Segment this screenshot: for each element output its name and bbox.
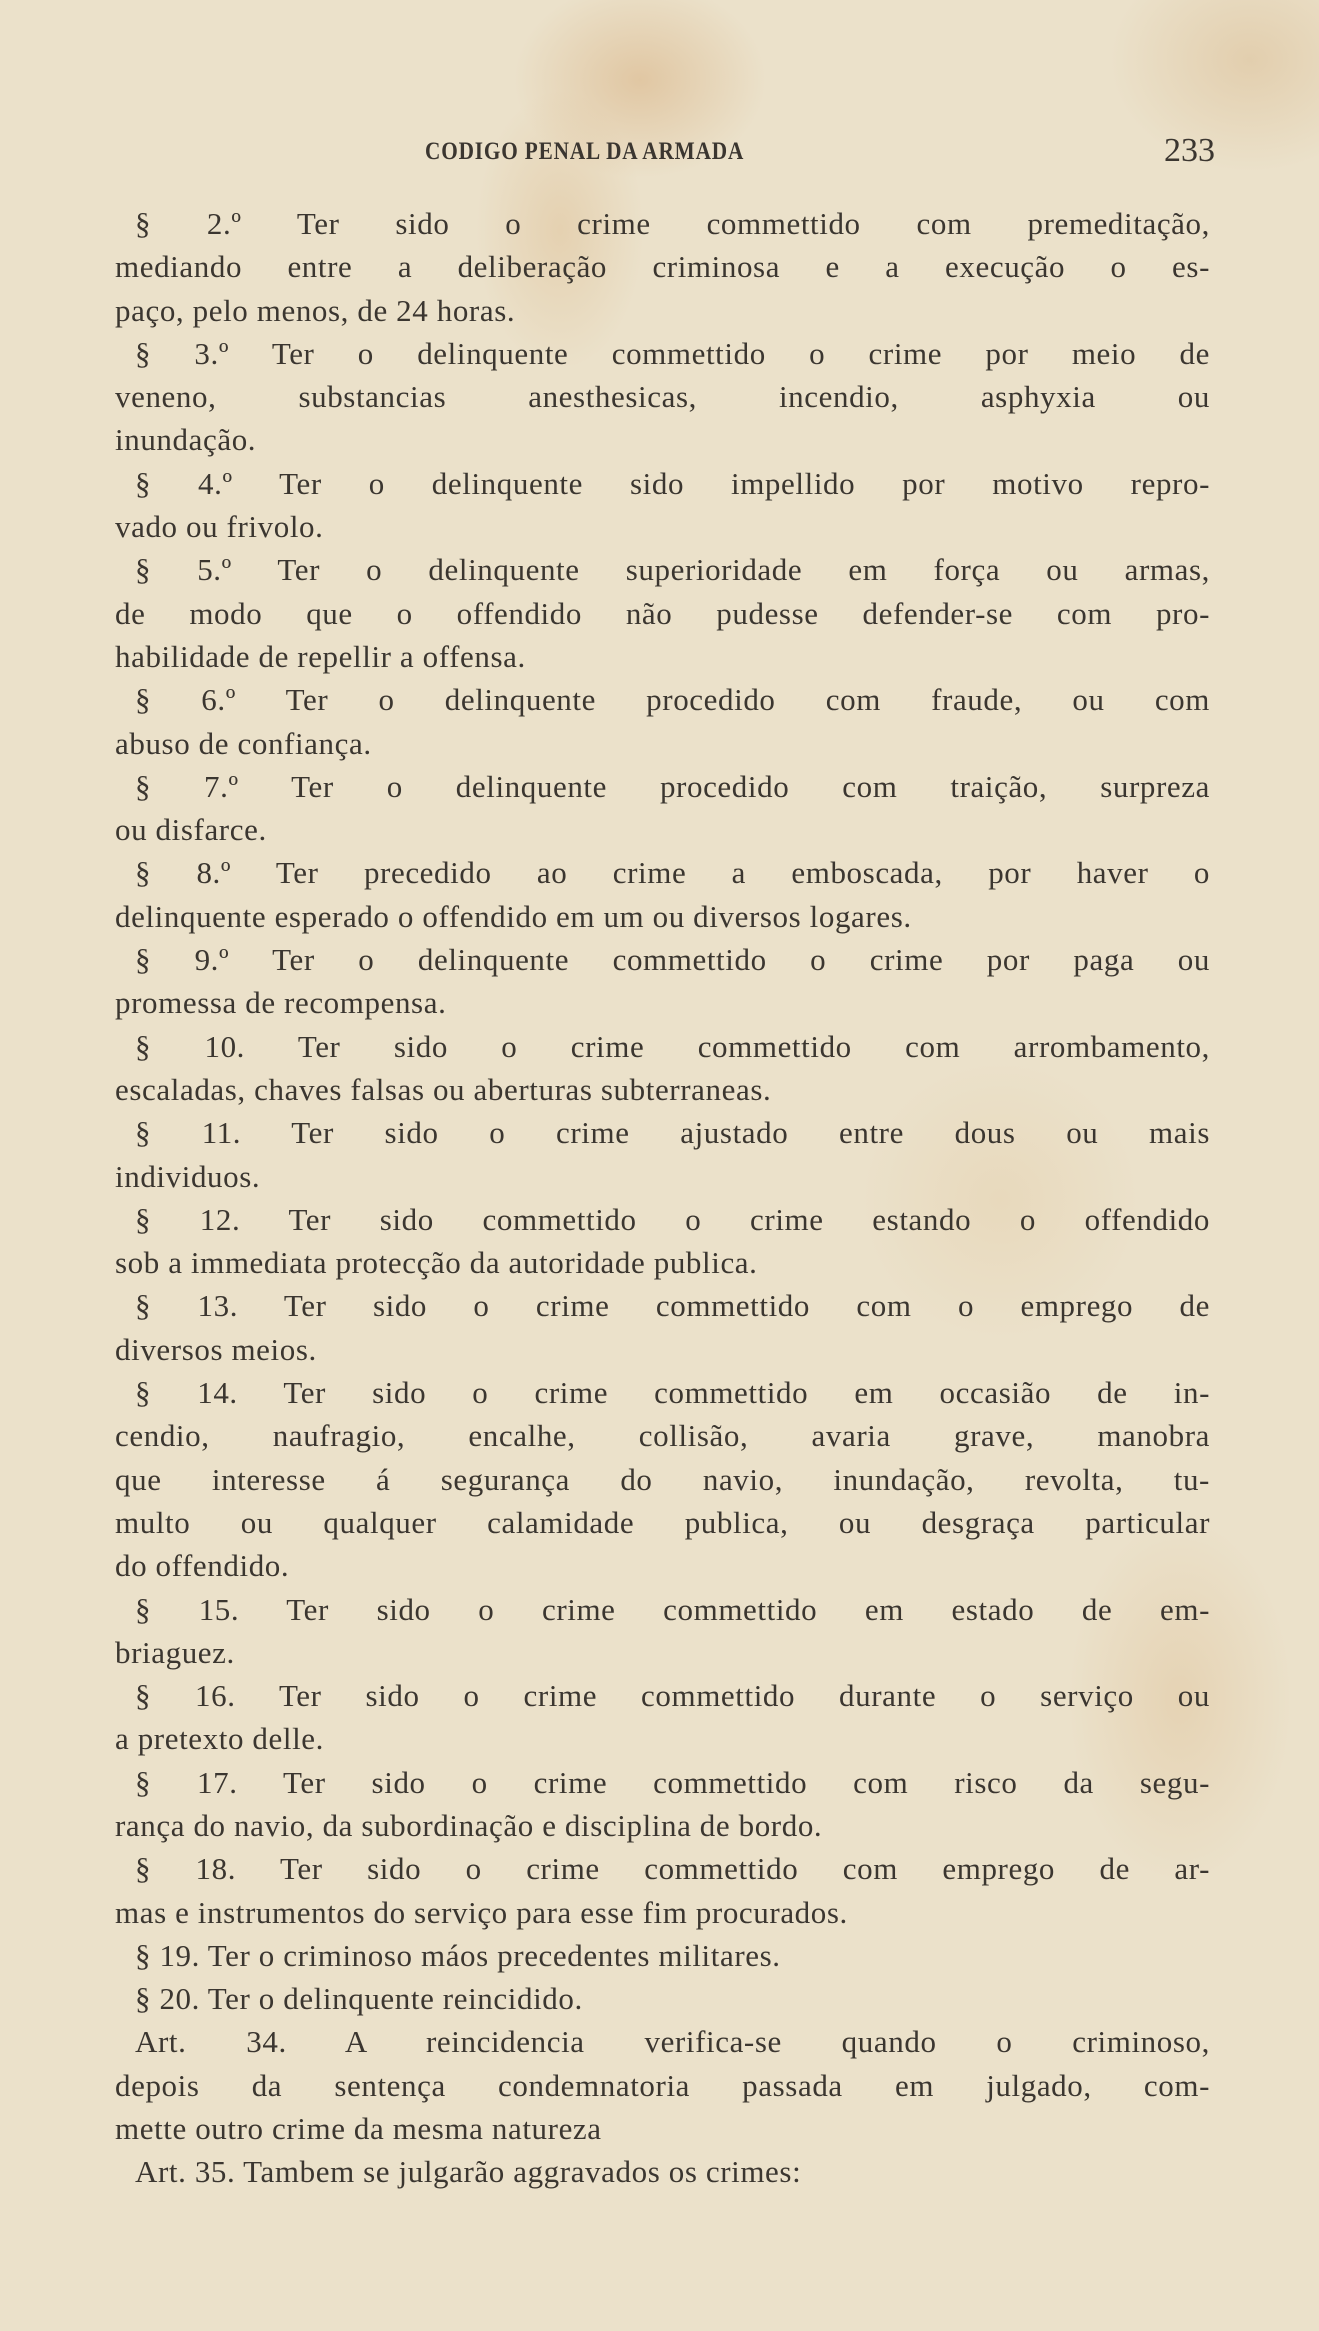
- text-line: § 9.º Ter o delinquente commettido o crime por paga ou: [135, 942, 1210, 978]
- text-line: mediando entre a deliberação criminosa e a execução o es-: [115, 249, 1210, 285]
- text-line: depois da sentença condemnatoria passada em julgado, com-: [115, 2067, 1210, 2103]
- paragraph: [115, 462, 1210, 549]
- paragraph: [115, 1198, 1210, 1285]
- text-line: vado ou frivolo.: [115, 509, 324, 545]
- text-line: de modo que o offendido não pudesse defender-se com pro-: [115, 595, 1210, 631]
- text-line: § 6.º Ter o delinquente procedido com fraude, ou com: [135, 682, 1210, 718]
- paragraph: [115, 1284, 1210, 1371]
- paragraph: [115, 202, 1210, 332]
- paragraph: [115, 1761, 1210, 1848]
- text-line: § 15. Ter sido o crime commettido em estado de em-: [135, 1591, 1210, 1627]
- running-header: [115, 132, 1215, 172]
- text-line: § 2.º Ter sido o crime commettido com premeditação,: [135, 206, 1210, 241]
- page-number: 233: [1164, 132, 1215, 169]
- text-line: escaladas, chaves falsas ou aberturas subterraneas.: [115, 1071, 772, 1107]
- paragraph: [115, 1025, 1210, 1112]
- running-title: CODIGO PENAL DA ARMADA: [425, 138, 745, 165]
- text-line: rança do navio, da subordinação e disciplina de bordo.: [115, 1807, 823, 1843]
- text-line: § 11. Ter sido o crime ajustado entre dous ou mais: [135, 1115, 1210, 1151]
- paragraph: [115, 765, 1210, 852]
- text-line: § 17. Ter sido o crime commettido com risco da segu-: [135, 1764, 1210, 1800]
- text-line: § 8.º Ter precedido ao crime a emboscada, por haver o: [135, 855, 1210, 891]
- paragraph: [115, 1111, 1210, 1198]
- text-line: Art. 34. A reincidencia verifica-se quando o criminoso,: [135, 2024, 1210, 2060]
- text-line: ou disfarce.: [115, 812, 267, 848]
- text-line: § 3.º Ter o delinquente commettido o crime por meio de: [135, 335, 1210, 371]
- text-line: inundação.: [115, 422, 257, 458]
- text-line: briaguez.: [115, 1634, 235, 1670]
- text-line: § 16. Ter sido o crime commettido durante o serviço ou: [135, 1678, 1210, 1714]
- text-line: § 19. Ter o criminoso máos precedentes militares.: [135, 1937, 781, 1973]
- paragraph: [115, 678, 1210, 765]
- paragraph: [115, 2150, 1210, 2193]
- text-line: § 14. Ter sido o crime commettido em occasião de in-: [135, 1375, 1210, 1411]
- text-line: § 20. Ter o delinquente reincidido.: [135, 1981, 583, 2017]
- text-line: a pretexto delle.: [115, 1721, 325, 1757]
- text-line: abuso de confiança.: [115, 725, 372, 761]
- text-line: que interesse á segurança do navio, inundação, revolta, tu-: [115, 1461, 1210, 1497]
- text-line: promessa de recompensa.: [115, 985, 447, 1021]
- paragraph: [115, 2020, 1210, 2150]
- paragraph: [115, 332, 1210, 462]
- text-line: paço, pelo menos, de 24 horas.: [115, 292, 516, 328]
- text-line: mas e instrumentos do serviço para esse fim procurados.: [115, 1894, 848, 1930]
- text-line: § 7.º Ter o delinquente procedido com traição, surpreza: [135, 768, 1210, 804]
- text-line: delinquente esperado o offendido em um ou diversos logares.: [115, 898, 912, 934]
- text-line: § 12. Ter sido commettido o crime estando o offendido: [135, 1201, 1210, 1237]
- paragraph: [115, 938, 1210, 1025]
- text-line: § 13. Ter sido o crime commettido com o emprego de: [135, 1288, 1210, 1324]
- text-line: cendio, naufragio, encalhe, collisão, avaria grave, manobra: [115, 1418, 1210, 1454]
- text-line: mette outro crime da mesma natureza: [115, 2111, 602, 2147]
- paragraph: [115, 1674, 1210, 1761]
- text-line: diversos meios.: [115, 1331, 317, 1367]
- paragraph: [115, 548, 1210, 678]
- text-line: individuos.: [115, 1158, 261, 1194]
- paragraph: [115, 1847, 1210, 1934]
- text-line: do offendido.: [115, 1548, 290, 1584]
- text-line: § 10. Ter sido o crime commettido com arrombamento,: [135, 1028, 1210, 1064]
- paragraph: [115, 1371, 1210, 1587]
- text-line: multo ou qualquer calamidade publica, ou desgraça particular: [115, 1504, 1210, 1540]
- text-line: habilidade de repellir a offensa.: [115, 638, 526, 674]
- text-line: § 18. Ter sido o crime commettido com emprego de ar-: [135, 1851, 1210, 1887]
- paragraph: [115, 1977, 1210, 2020]
- paragraph: [115, 851, 1210, 938]
- text-line: veneno, substancias anesthesicas, incendio, asphyxia ou: [115, 379, 1210, 415]
- page-body: [115, 202, 1210, 2194]
- paragraph: [115, 1934, 1210, 1977]
- text-line: § 5.º Ter o delinquente superioridade em força ou armas,: [135, 552, 1210, 588]
- paragraph: [115, 1588, 1210, 1675]
- text-line: Art. 35. Tambem se julgarão aggravados os crimes:: [135, 2154, 802, 2190]
- text-line: sob a immediata protecção da autoridade publica.: [115, 1245, 758, 1281]
- text-line: § 4.º Ter o delinquente sido impellido por motivo repro-: [135, 465, 1210, 501]
